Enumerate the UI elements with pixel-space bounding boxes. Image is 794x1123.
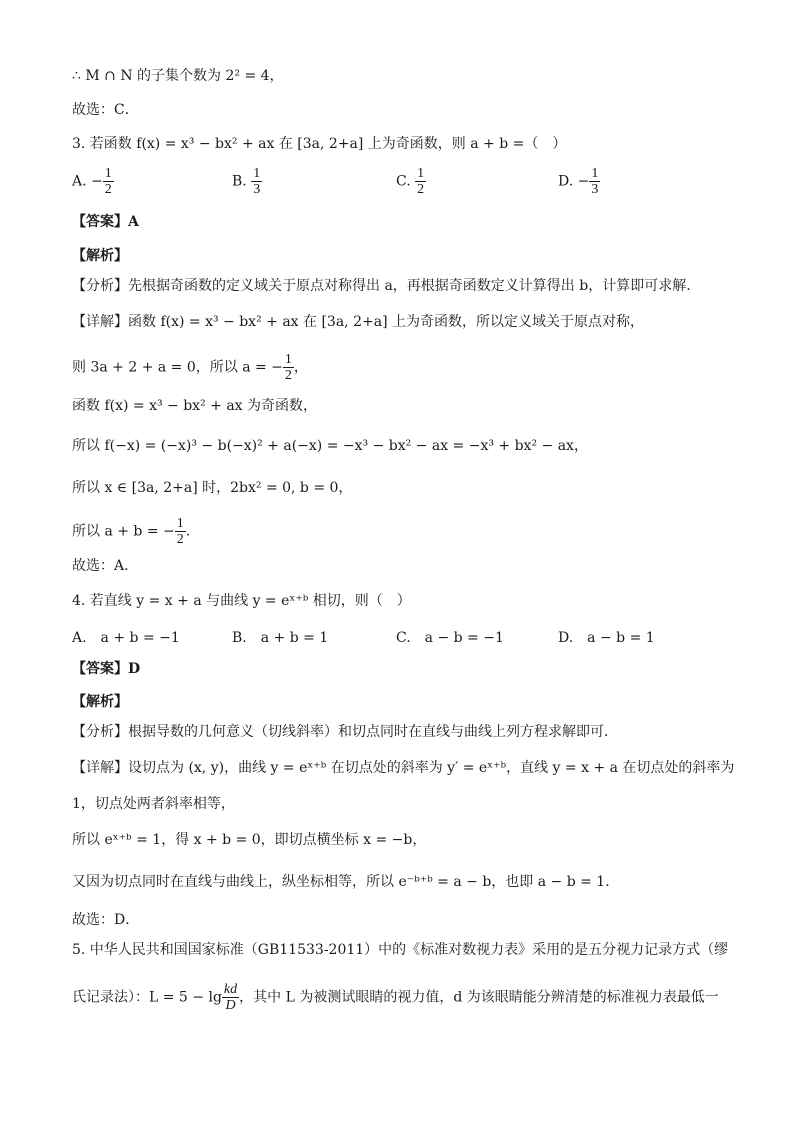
q3-option-d bbox=[558, 166, 600, 197]
option-label: B. bbox=[232, 173, 247, 190]
fraction: $\frac{1}{2}$ bbox=[104, 166, 112, 197]
q3-step-2: 函数 f(x) = x³ − bx² + ax 为奇函数， bbox=[72, 398, 318, 414]
fraction: $\frac{1}{2}$ bbox=[176, 516, 184, 547]
q3-xiangjie: 【详解】函数 f(x) = x³ − bx² + ax 在 [3a, 2+a] 上为奇函数，所以定义域关于原点对称， bbox=[72, 314, 644, 330]
question-5-continued: 氏记录法）：L = 5 − lg $\frac{kd}{D}$ ，其中 L 为被测试眼睛的视力值，d 为该眼睛能分辨清楚的标准视力表最低一 bbox=[72, 982, 719, 1013]
q3-select: 故选：A. bbox=[72, 558, 129, 574]
q3-step-5: 所以 a + b = − $\frac{1}{2}$ . bbox=[72, 516, 191, 547]
question-4-stem: 4. 若直线 y = x + a 与曲线 y = eˣ⁺ᵇ 相切，则（ ） bbox=[72, 593, 411, 609]
fraction: $\frac{1}{2}$ bbox=[284, 352, 292, 383]
fraction: $\frac{1}{3}$ bbox=[253, 166, 261, 197]
q4-option-b: B. a + b = 1 bbox=[232, 630, 329, 646]
option-label: D. bbox=[558, 173, 574, 190]
q4-select: 故选：D． bbox=[72, 912, 140, 928]
q3-option-a bbox=[72, 166, 114, 197]
q3-option-c bbox=[396, 166, 426, 197]
q4-step-2: 所以 eˣ⁺ᵇ = 1，得 x + b = 0，即切点横坐标 x = −b， bbox=[72, 832, 427, 848]
option-label: C. bbox=[396, 173, 411, 190]
q4-option-c: C. a − b = −1 bbox=[396, 630, 504, 646]
q4-option-d: D. a − b = 1 bbox=[558, 630, 655, 646]
question-5-stem: 5. 中华人民共和国国家标准（GB11533-2011）中的《标准对数视力表》采用的是五分视力记录方式（缪 bbox=[72, 942, 729, 958]
q4-analysis-heading: 【解析】 bbox=[72, 694, 128, 710]
fraction: $\frac{1}{2}$ bbox=[417, 166, 425, 197]
q3-analysis-heading: 【解析】 bbox=[72, 248, 128, 264]
q3-answer: 【答案】A bbox=[72, 214, 139, 230]
option-sign: − bbox=[91, 173, 103, 190]
q3-option-b bbox=[232, 166, 262, 197]
q3-fenxi: 【分析】先根据奇函数的定义域关于原点对称得出 a，再根据奇函数定义计算得出 b，计算即可求解. bbox=[72, 278, 691, 294]
q3-step-3: 所以 f(−x) = (−x)³ − b(−x)² + a(−x) = −x³ − bx² − ax = −x³ + bx² − ax， bbox=[72, 438, 588, 454]
text-line-subset-count: ∴ M ∩ N 的子集个数为 2² = 4， bbox=[72, 68, 284, 84]
q3-step-1: 则 3a + 2 + a = 0，所以 a = − $\frac{1}{2}$ ， bbox=[72, 352, 308, 383]
q4-step-3: 又因为切点同时在直线与曲线上，纵坐标相等，所以 e⁻ᵇ⁺ᵇ = a − b，也即 a − b = 1． bbox=[72, 874, 620, 890]
q4-step-1: 1，切点处两者斜率相等， bbox=[72, 796, 235, 812]
option-label: A. bbox=[72, 173, 87, 190]
fraction: $\frac{kd}{D}$ bbox=[223, 982, 238, 1013]
q4-fenxi: 【分析】根据导数的几何意义（切线斜率）和切点同时在直线与曲线上列方程求解即可． bbox=[72, 724, 618, 740]
q4-xiangjie: 【详解】设切点为 (x, y)，曲线 y = eˣ⁺ᵇ 在切点处的斜率为 y′ = eˣ⁺ᵇ，直线 y = x + a 在切点处的斜率为 bbox=[72, 760, 735, 776]
q3-step-4: 所以 x ∈ [3a, 2+a] 时，2bx² = 0, b = 0， bbox=[72, 480, 353, 496]
option-sign: − bbox=[577, 173, 590, 190]
question-3-stem: 3. 若函数 f(x) = x³ − bx² + ax 在 [3a, 2+a] 上为奇函数，则 a + b =（ ） bbox=[72, 136, 567, 152]
fraction: $\frac{1}{3}$ bbox=[591, 166, 599, 197]
q4-option-a: A. a + b = −1 bbox=[72, 630, 180, 646]
q4-answer: 【答案】D bbox=[72, 661, 141, 677]
text-line-choose-c: 故选：C． bbox=[72, 102, 139, 118]
